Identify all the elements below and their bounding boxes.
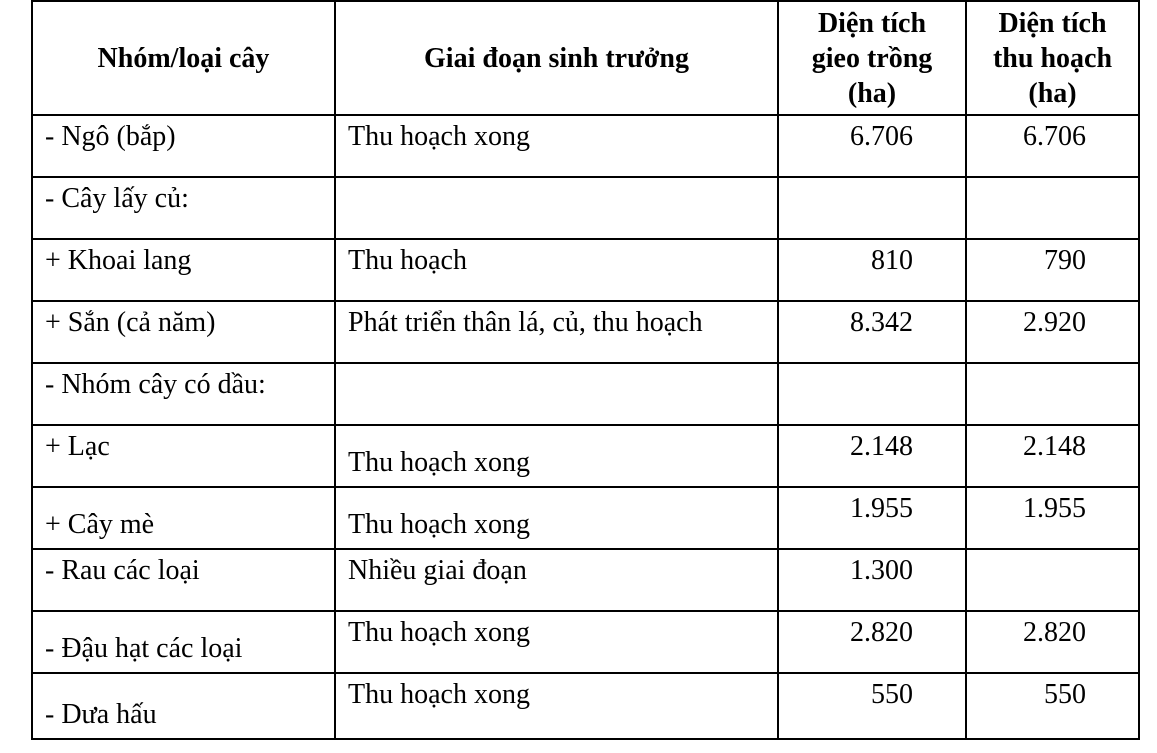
planted-cell: 6.706 xyxy=(778,115,966,177)
crop-cell: - Rau các loại xyxy=(32,549,335,611)
table-row xyxy=(32,363,1139,425)
table-row xyxy=(32,301,1139,363)
stage-cell: Thu hoạch xong xyxy=(335,487,778,549)
crop-cell: - Ngô (bắp) xyxy=(32,115,335,177)
header-harvested-area: Diện tích thu hoạch (ha) xyxy=(966,1,1139,115)
harvested-cell: 2.820 xyxy=(966,611,1139,673)
harvested-cell: 550 xyxy=(966,673,1139,739)
harvested-cell: 1.955 xyxy=(966,487,1139,549)
header-planted-area: Diện tích gieo trồng (ha) xyxy=(778,1,966,115)
crop-cell: - Nhóm cây có dầu: xyxy=(32,363,335,425)
table-row xyxy=(32,115,1139,177)
crop-cell: - Dưa hấu xyxy=(32,673,335,739)
crop-cell: - Cây lấy củ: xyxy=(32,177,335,239)
harvested-cell xyxy=(966,363,1139,425)
stage-cell: Phát triển thân lá, củ, thu hoạch xyxy=(335,301,778,363)
crop-cell: + Lạc xyxy=(32,425,335,487)
harvested-cell xyxy=(966,177,1139,239)
planted-cell xyxy=(778,363,966,425)
stage-cell: Thu hoạch xong xyxy=(335,425,778,487)
header-growth-stage: Giai đoạn sinh trưởng xyxy=(335,1,778,115)
planted-cell: 550 xyxy=(778,673,966,739)
table-row xyxy=(32,425,1139,487)
table-row xyxy=(32,487,1139,549)
table-row xyxy=(32,673,1139,739)
planted-cell: 810 xyxy=(778,239,966,301)
stage-cell xyxy=(335,363,778,425)
planted-cell: 2.148 xyxy=(778,425,966,487)
harvested-cell: 2.148 xyxy=(966,425,1139,487)
table-row xyxy=(32,549,1139,611)
stage-cell: Nhiều giai đoạn xyxy=(335,549,778,611)
crop-cell: - Đậu hạt các loại xyxy=(32,611,335,673)
planted-cell: 1.955 xyxy=(778,487,966,549)
planted-cell xyxy=(778,177,966,239)
planted-cell: 8.342 xyxy=(778,301,966,363)
header-crop-group: Nhóm/loại cây xyxy=(32,1,335,115)
table-row xyxy=(32,611,1139,673)
table-row xyxy=(32,239,1139,301)
harvested-cell: 6.706 xyxy=(966,115,1139,177)
stage-cell: Thu hoạch xong xyxy=(335,611,778,673)
stage-cell: Thu hoạch xong xyxy=(335,115,778,177)
harvested-cell: 2.920 xyxy=(966,301,1139,363)
stage-cell: Thu hoạch xyxy=(335,239,778,301)
planted-cell: 2.820 xyxy=(778,611,966,673)
header-row xyxy=(32,1,1139,115)
stage-cell: Thu hoạch xong xyxy=(335,673,778,739)
harvested-cell xyxy=(966,549,1139,611)
table-row xyxy=(32,177,1139,239)
crop-area-table xyxy=(31,0,1140,740)
crop-cell: + Cây mè xyxy=(32,487,335,549)
harvested-cell: 790 xyxy=(966,239,1139,301)
crop-cell: + Khoai lang xyxy=(32,239,335,301)
planted-cell: 1.300 xyxy=(778,549,966,611)
stage-cell xyxy=(335,177,778,239)
crop-cell: + Sắn (cả năm) xyxy=(32,301,335,363)
